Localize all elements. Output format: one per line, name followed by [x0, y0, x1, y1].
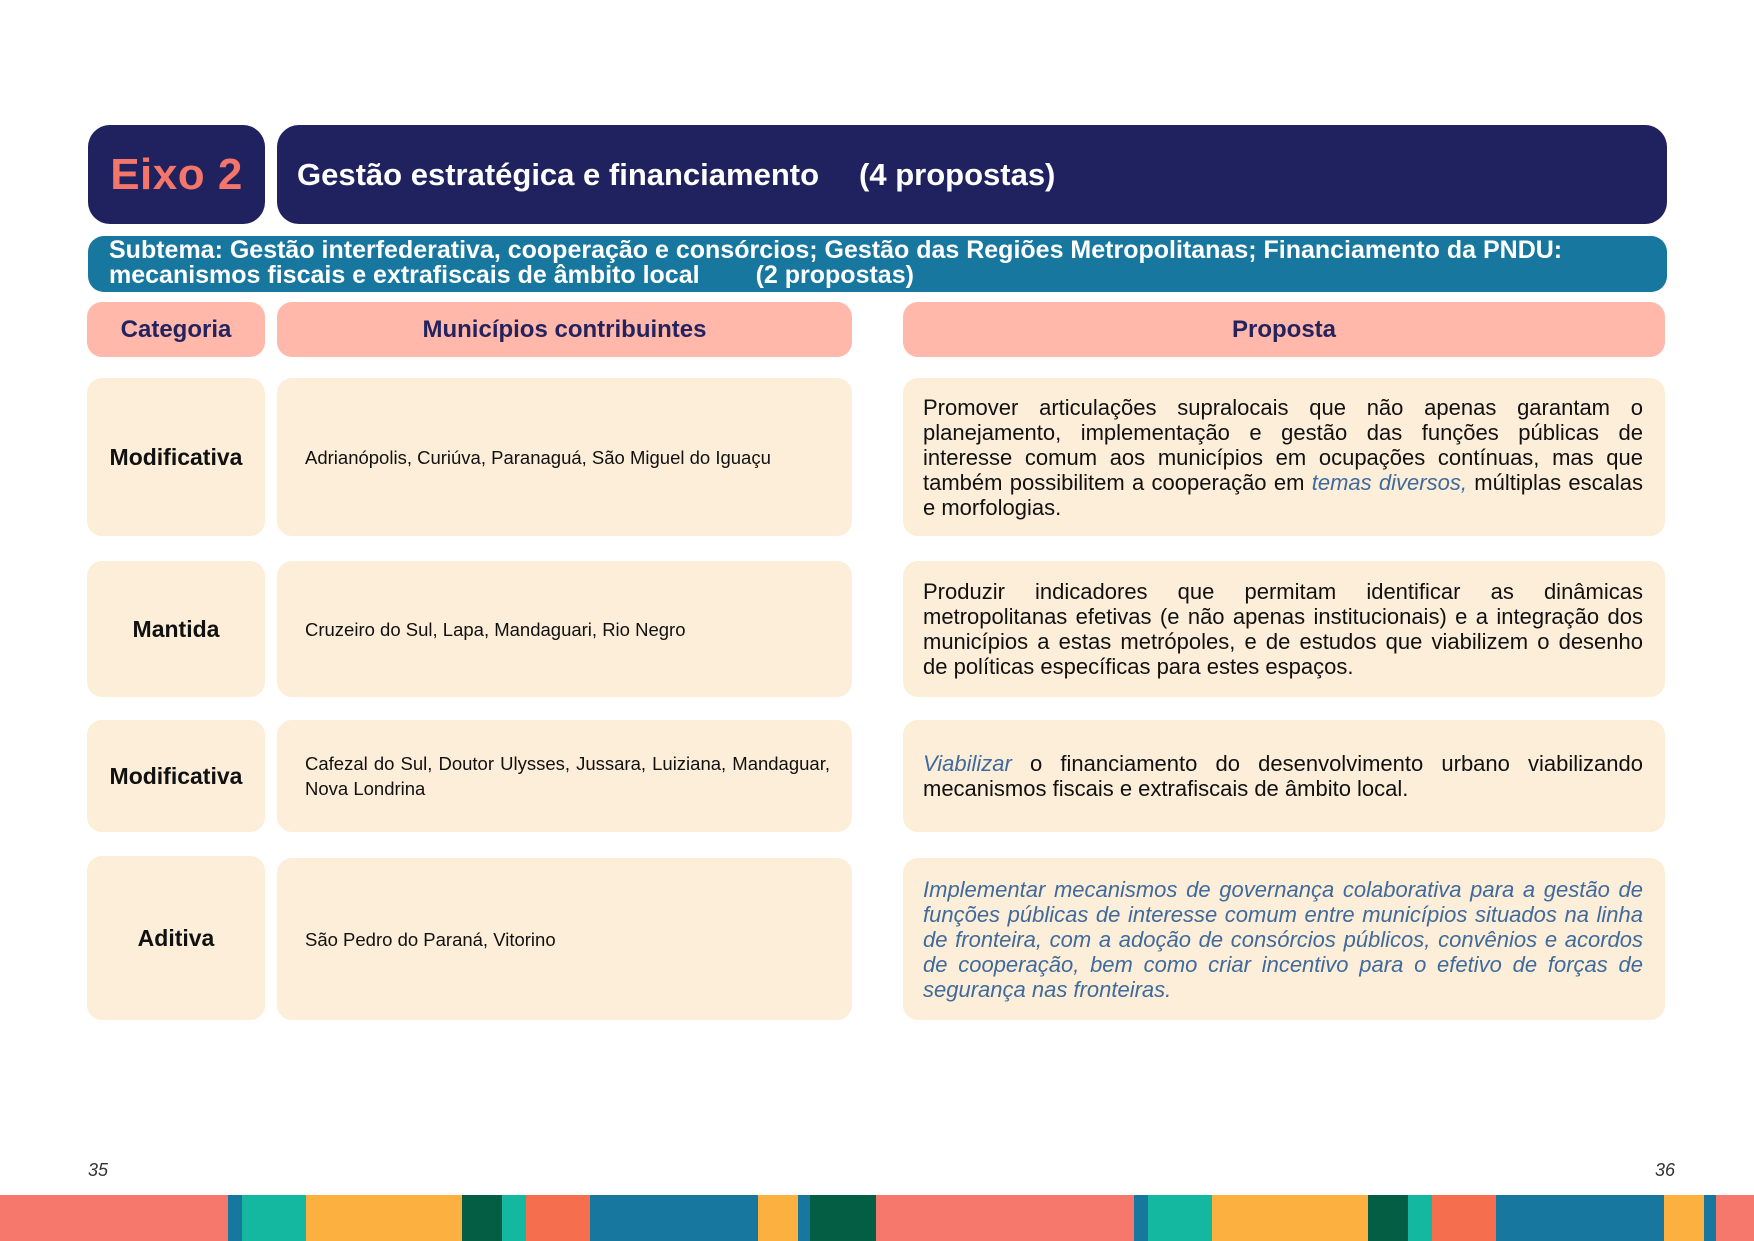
- municipios-text: Cafezal do Sul, Doutor Ulysses, Jussara, Luiziana, Mandaguar, Nova Londrina: [305, 753, 830, 799]
- stripe-segment: [798, 1195, 810, 1241]
- column-header-categoria: Categoria: [87, 302, 265, 357]
- table-row-1-categoria: Modificativa: [87, 378, 265, 536]
- stripe-segment: [526, 1195, 590, 1241]
- municipios-text: Adrianópolis, Curiúva, Paranaguá, São Miguel do Iguaçu: [305, 446, 771, 468]
- proposta-highlight: Viabilizar: [923, 751, 1012, 776]
- stripe-segment: [462, 1195, 502, 1241]
- table-row-3-categoria: Modificativa: [87, 720, 265, 832]
- stripe-segment: [1432, 1195, 1496, 1241]
- municipios-text: São Pedro do Paraná, Vitorino: [305, 928, 556, 950]
- subtema-line-2-text: mecanismos fiscais e extrafiscais de âmbito local: [109, 261, 700, 289]
- stripe-segment: [0, 1195, 228, 1241]
- table-row-1-municipios: [277, 378, 852, 536]
- table-row-3-municipios: [277, 720, 852, 832]
- page-title: Gestão estratégica e financiamento: [297, 156, 820, 192]
- proposta-text-part: Promover articulações supralocais que não apenas garantam o planejamento, implementação e gestão das funções públicas de interesse comum aos municípios em ocupações contínuas, mas que também possibilitem a cooperação em: [923, 394, 1643, 495]
- eixo-label: Eixo 2: [110, 149, 243, 199]
- subtema-bar: [88, 236, 1667, 292]
- stripe-segment: [1148, 1195, 1212, 1241]
- page-title-bar: [277, 125, 1667, 224]
- table-row-4-municipios: [277, 858, 852, 1020]
- column-header-municipios: Municípios contribuintes: [277, 302, 852, 357]
- table-row-2-municipios: [277, 561, 852, 697]
- stripe-segment: [1496, 1195, 1664, 1241]
- table-row-2-proposta: [903, 561, 1665, 697]
- stripe-segment: [1408, 1195, 1432, 1241]
- stripe-segment: [1704, 1195, 1716, 1241]
- subtema-line-1: Subtema: Gestão interfederativa, cooperação e consórcios; Gestão das Regiões Metropolitanas; Financiamento da PNDU:: [109, 236, 1563, 264]
- proposta-text-part: o financiamento do desenvolvimento urbano viabilizando mecanismos fiscais e extrafiscais de âmbito local.: [923, 751, 1643, 801]
- proposta-text: [923, 751, 1643, 801]
- proposta-text: [923, 395, 1643, 520]
- table-row-1-proposta: [903, 378, 1665, 536]
- stripe-segment: [1716, 1195, 1754, 1241]
- proposta-text: Produzir indicadores que permitam identificar as dinâmicas metropolitanas efetivas (e não apenas institucionais) e a integração dos municípios a estas metrópoles, e de estudos que viabilizem o desenho de políticas específicas para estes espaços.: [923, 579, 1643, 679]
- stripe-segment: [1212, 1195, 1368, 1241]
- municipios-text: Cruzeiro do Sul, Lapa, Mandaguari, Rio Negro: [305, 618, 686, 640]
- stripe-segment: [1134, 1195, 1148, 1241]
- subtema-count: (2 propostas): [755, 261, 914, 289]
- stripe-segment: [306, 1195, 462, 1241]
- table-row-3-proposta: [903, 720, 1665, 832]
- page-number-left: 35: [88, 1160, 109, 1180]
- table-row-4-categoria: Aditiva: [87, 856, 265, 1020]
- stripe-segment: [242, 1195, 306, 1241]
- table-row-4-proposta: [903, 858, 1665, 1020]
- page-number-right: 36: [1655, 1160, 1676, 1180]
- stripe-segment: [758, 1195, 798, 1241]
- stripe-segment: [502, 1195, 526, 1241]
- proposal-count: (4 propostas): [859, 156, 1056, 192]
- proposta-highlight: temas diversos,: [1311, 469, 1467, 495]
- column-header-proposta: Proposta: [903, 302, 1665, 357]
- proposta-text: Implementar mecanismos de governança colaborativa para a gestão de funções públicas de interesse comum entre municípios situados na linha de fronteira, com a adoção de consórcios públicos, convênios e acordos de cooperação, bem como criar incentivo para o efetivo de forças de segurança nas fronteiras.: [923, 876, 1643, 1002]
- stripe-segment: [1368, 1195, 1408, 1241]
- proposta-text-part: múltiplas escalas e morfologias.: [923, 469, 1643, 520]
- stripe-segment: [228, 1195, 242, 1241]
- table-row-2-categoria: Mantida: [87, 561, 265, 697]
- stripe-segment: [810, 1195, 876, 1241]
- eixo-badge: [88, 125, 265, 224]
- stripe-segment: [876, 1195, 1134, 1241]
- subtema-line-2: [109, 263, 1667, 288]
- stripe-segment: [590, 1195, 758, 1241]
- stripe-segment: [1664, 1195, 1704, 1241]
